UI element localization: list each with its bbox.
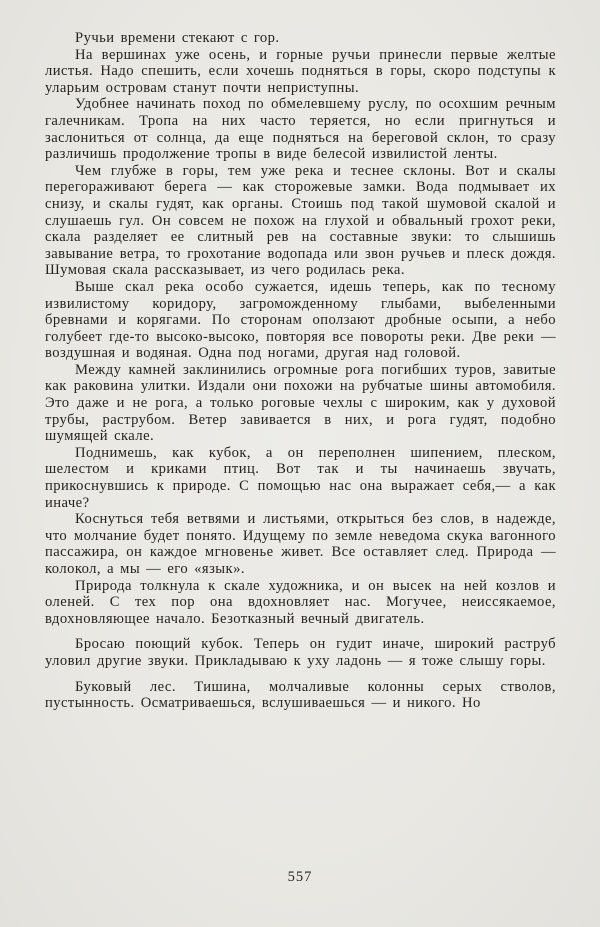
paragraph: Бросаю поющий кубок. Теперь он гудит иначе, широкий раструб уловил другие звуки. Прикладываю к уху ладонь — я тоже слышу горы.: [45, 636, 556, 669]
paragraph: Между камней заклинились огромные рога погибших туров, завитые как раковина улитки. Издали они похожи на рубчатые шины автомобиля. Это даже и не рога, а только роговые чехлы с широким, как у духовой трубы, раструбом. Ветер завивается в них, и рога гудят, подобно шумящей скале.: [45, 361, 556, 445]
paragraph: Ручьи времени стекают с гор.: [75, 30, 280, 46]
paragraph: Коснуться тебя ветвями и листьями, открыться без слов, в надежде, что молчание будет понято. Идущему по земле неведома скука вагонного пассажира, он каждое мгновенье живет. Все оставляет след. Природа — колокол, а мы — его «язык».: [45, 511, 556, 577]
page-number: 557: [287, 869, 313, 885]
paragraph: Удобнее начинать поход по обмелевшему руслу, по осохшим речным галечникам. Тропа на них часто теряется, но если пригнуться и заслониться от солнца, да еще подняться на береговой склон, то сразу различишь продолжение тропы в виде белесой извилистой ленты.: [45, 96, 556, 163]
paragraph: Поднимешь, как кубок, а он переполнен шипением, плеском, шелестом и криками птиц. Вот так и ты начинаешь звучать, прикоснувшись к природе. С помощью нас она выражает себя,— а как иначе?: [45, 444, 556, 511]
paragraph: Буковый лес. Тишина, молчаливые колонны серых стволов, пустынность. Осматриваешься, вслушиваешься — и никого. Но: [45, 678, 556, 712]
paragraph: Чем глубже в горы, тем уже река и теснее склоны. Вот и скалы перегораживают берега — как сторожевые замки. Вода подмывает их снизу, и скалы гудят, как органы. Стоишь под такой шумовой скалой и слушаешь гул. Он совсем не похож на глухой и обвальный грохот реки, скала разделяет ее слитный рев на составные звуки: то слышишь завывание ветра, то грохотание водопада или звон ручьев и плеск дождя. Шумовая скала рассказывает, из чего родилась река.: [45, 162, 556, 279]
paragraph: Выше скал река особо сужается, идешь теперь, как по тесному извилистому коридору, загроможденному глыбами, выбеленными бревнами и корягами. По сторонам оползают дробные осыпи, а небо голубеет где-то высоко-высоко, повторяя все повороты реки. Две реки — воздушная и водяная. Одна под ногами, другая над головой.: [45, 278, 556, 362]
paragraph: Природа толкнула к скале художника, и он высек на ней козлов и оленей. С тех пор она вдохновляет нас. Могучее, неиссякаемое, вдохновляющее начало. Безотказный вечный двигатель.: [45, 577, 556, 627]
text-block: [45, 30, 556, 712]
paragraph: На вершинах уже осень, и горные ручьи принесли первые желтые листья. Надо спешить, если хочешь подняться в горы, скоро подступы к уларьим островам станут почти неприступны.: [45, 46, 556, 96]
